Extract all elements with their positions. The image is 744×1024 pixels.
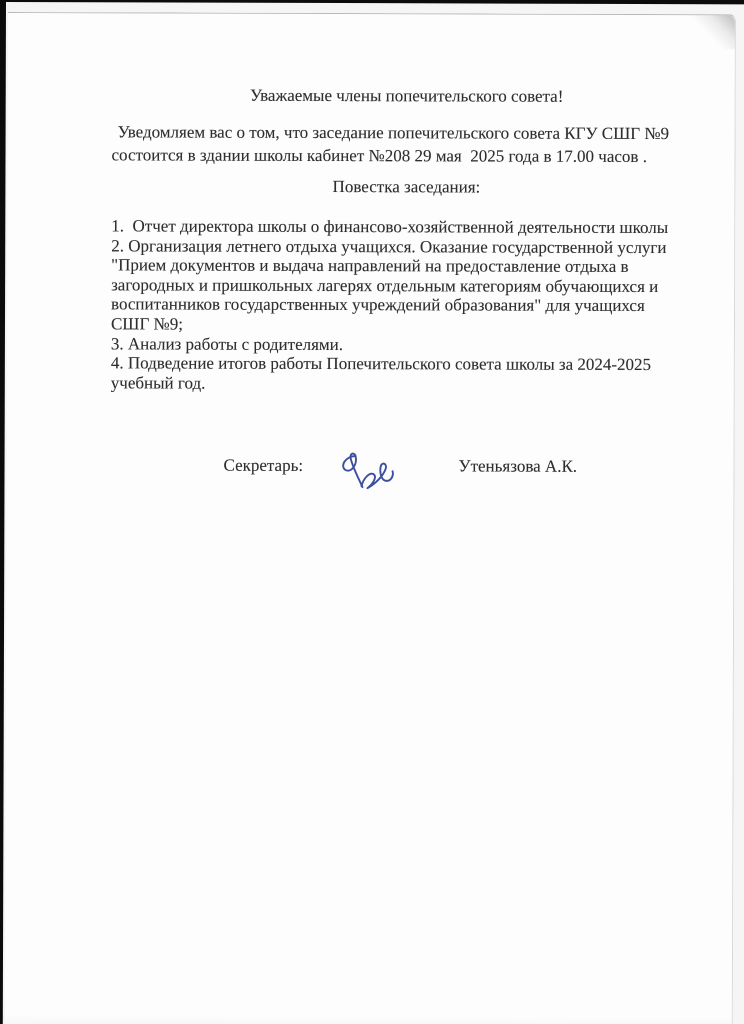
agenda-title: Повестка заседания: [332, 177, 481, 197]
agenda-line: "Прием документов и выдача направлений на предоставление отдыха в [111, 255, 629, 277]
agenda-line: воспитанников государственных учреждений образования" для учащихся [111, 294, 645, 316]
notice-line: состоится в здании школы кабинет №208 29 мая 2025 года в 17.00 часов . [111, 145, 648, 167]
agenda-line: загородных и пришкольных лагерях отдельным категориям обучающихся и [111, 275, 659, 296]
document-heading: Уважаемые члены попечительского совета! [249, 85, 564, 106]
agenda-line: СШГ №9; [110, 314, 184, 334]
signature-row [6, 441, 733, 513]
agenda-line: 1. Отчет директора школы о финансово-хозяйственной деятельности школы [111, 216, 669, 238]
agenda-line: учебный год. [110, 373, 206, 393]
paper-corner-shadow [689, 15, 735, 49]
agenda-list [111, 216, 732, 394]
signature-role-label: Секретарь: [223, 455, 304, 475]
agenda-line: 3. Анализ работы с родителями. [110, 333, 344, 354]
agenda-line: 4. Подведение итогов работы Попечительского совета школы за 2024-2025 [110, 353, 652, 375]
scan-bottom-shadow [5, 1015, 732, 1024]
notice-line: Уведомляем вас о том, что заседание попечительского совета КГУ СШГ №9 [117, 122, 670, 144]
scanner-lid-background [3, 2, 744, 1024]
agenda-line: 2. Организация летнего отдыха учащихся. Оказание государственной услуги [111, 235, 667, 257]
notice-paragraph [111, 120, 721, 168]
handwritten-signature-ink [328, 442, 406, 502]
paper-sheet [5, 12, 736, 1024]
signature-name: Утеньязова А.К. [458, 456, 578, 476]
